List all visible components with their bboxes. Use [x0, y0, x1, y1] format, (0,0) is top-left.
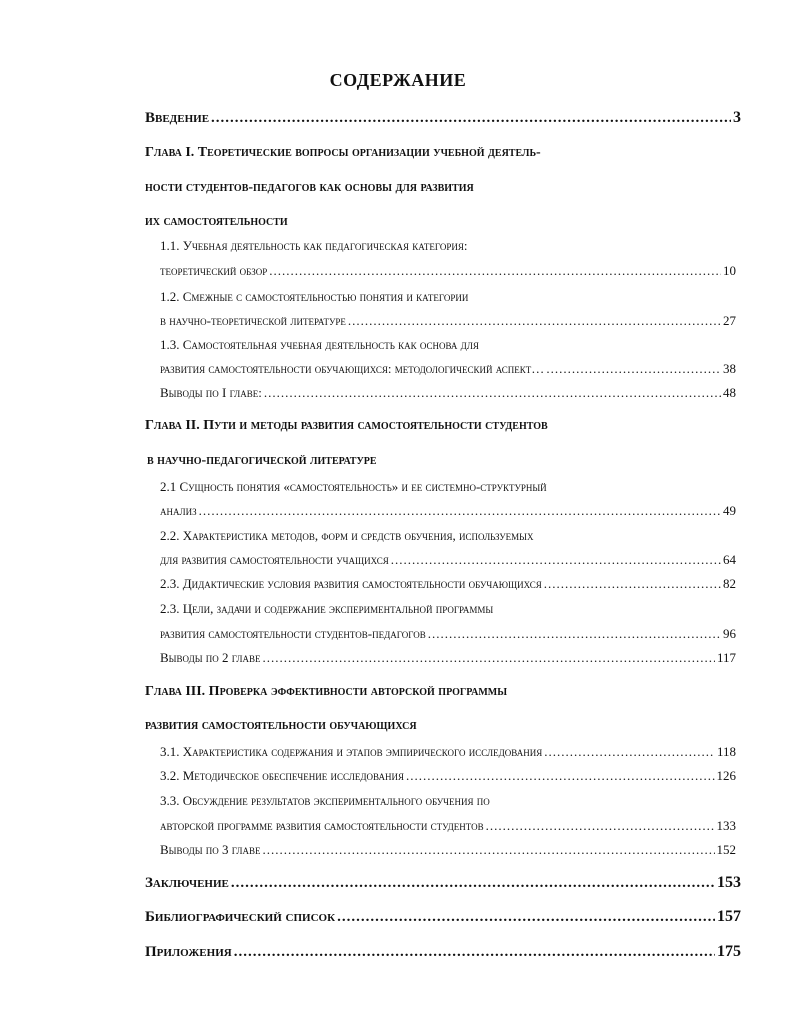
- chapter-2-heading-line2[interactable]: в научно-педагогической литературе: [147, 453, 377, 468]
- section-1-3-line1[interactable]: 1.3. Самостоятельная учебная деятельность как основа для: [160, 337, 479, 352]
- toc-leader-dots: [211, 110, 731, 127]
- toc-entry-label: 2.3. Дидактические условия развития самостоятельности обучающихся: [160, 576, 542, 591]
- toc-page-number: 27: [723, 313, 736, 328]
- toc-leader-dots: [262, 650, 715, 666]
- toc-entry-2-4[interactable]: [160, 626, 736, 642]
- toc-entry-1-1[interactable]: [160, 263, 736, 279]
- toc-entry-intro[interactable]: [145, 109, 741, 127]
- toc-entry-chapter-3-conclusions[interactable]: [160, 842, 736, 858]
- toc-entry-bibliography[interactable]: [145, 908, 741, 926]
- toc-entry-2-3[interactable]: [160, 576, 736, 592]
- toc-entry-label: теоретический обзор: [160, 263, 268, 278]
- chapter-1-heading-line2[interactable]: ности студентов-педагогов как основы для развития: [145, 180, 474, 195]
- toc-entry-chapter-1-conclusions[interactable]: [160, 385, 736, 401]
- page-title: СОДЕРЖАНИЕ: [329, 70, 467, 90]
- chapter-1-heading-line3[interactable]: их самостоятельности: [145, 214, 288, 229]
- toc-entry-label: анализ: [160, 503, 197, 518]
- toc-entry-label: развития самостоятельности студентов-педагогов: [160, 626, 426, 641]
- toc-page-number: 117: [716, 650, 736, 665]
- section-2-1-line1[interactable]: 2.1 Сущность понятия «самостоятельность» и ее системно-структурный: [160, 479, 547, 494]
- toc-page-number: 10: [723, 263, 736, 278]
- toc-leader-dots: [486, 818, 715, 834]
- toc-leader-dots: [234, 944, 715, 961]
- toc-leader-dots: [199, 503, 721, 519]
- chapter-1-heading-line1[interactable]: Глава I. Теоретические вопросы организации учебной деятель-: [145, 145, 541, 160]
- section-2-4-line1[interactable]: 2.3. Цели, задачи и содержание экспериментальной программы: [160, 601, 494, 616]
- toc-page-number: 96: [723, 626, 736, 641]
- toc-page-number: 48: [723, 385, 736, 400]
- toc-page-number: 126: [716, 768, 736, 783]
- toc-page-number: 153: [717, 874, 741, 891]
- toc-entry-label: авторской программе развития самостоятельности студентов: [160, 818, 484, 833]
- toc-leader-dots: [544, 744, 715, 760]
- toc-page-number: 64: [723, 552, 736, 567]
- toc-entry-label: Выводы по I главе:: [160, 385, 262, 400]
- toc-page-number: 38: [723, 361, 736, 376]
- toc-entry-label: Приложения: [145, 944, 232, 960]
- toc-entry-label: Выводы по 2 главе: [160, 650, 261, 665]
- toc-leader-dots: [269, 263, 721, 279]
- toc-leader-dots: [337, 909, 715, 926]
- toc-page-number: 82: [723, 576, 736, 591]
- toc-entry-2-2[interactable]: [160, 552, 736, 568]
- toc-entry-label: для развития самостоятельности учащихся: [160, 552, 389, 567]
- toc-page-number: 49: [723, 503, 736, 518]
- chapter-3-heading-line2[interactable]: развития самостоятельности обучающихся: [145, 718, 417, 733]
- toc-page-number: 157: [717, 908, 741, 925]
- chapter-2-heading-line1[interactable]: Глава II. Пути и методы развития самостоятельности студентов: [145, 418, 548, 433]
- section-1-2-line1[interactable]: 1.2. Смежные с самостоятельностью понятия и категории: [160, 289, 469, 304]
- section-3-3-line1[interactable]: 3.3. Обсуждение результатов экспериментального обучения по: [160, 793, 490, 808]
- toc-leader-dots: [231, 875, 715, 892]
- toc-entry-label: 3.2. Методическое обеспечение исследования: [160, 768, 404, 783]
- toc-leader-dots: [262, 842, 714, 858]
- chapter-3-heading-line1[interactable]: Глава III. Проверка эффективности авторской программы: [145, 684, 508, 699]
- toc-entry-3-2[interactable]: [160, 768, 736, 784]
- toc-entry-chapter-2-conclusions[interactable]: [160, 650, 736, 666]
- toc-leader-dots: [391, 552, 721, 568]
- toc-entry-1-3[interactable]: [160, 361, 736, 377]
- toc-page-number: 118: [716, 744, 736, 759]
- toc-entry-label: Выводы по 3 главе: [160, 842, 261, 857]
- toc-entry-3-1[interactable]: [160, 744, 736, 760]
- toc-leader-dots: [264, 385, 721, 401]
- toc-entry-conclusion[interactable]: [145, 874, 741, 892]
- toc-page-number: 3: [733, 109, 741, 126]
- toc-entry-appendices[interactable]: [145, 943, 741, 961]
- toc-entry-1-2[interactable]: [160, 313, 736, 329]
- toc-leader-dots: [546, 361, 721, 377]
- toc-entry-2-1[interactable]: [160, 503, 736, 519]
- section-1-1-line1[interactable]: 1.1. Учебная деятельность как педагогическая категория:: [160, 238, 468, 253]
- toc-leader-dots: [406, 768, 715, 784]
- toc-entry-label: Библиографический список: [145, 909, 336, 925]
- toc-entry-label: Введение: [145, 110, 210, 126]
- toc-leader-dots: [544, 576, 721, 592]
- toc-page-number: 152: [716, 842, 736, 857]
- toc-leader-dots: [428, 626, 721, 642]
- toc-leader-dots: [348, 313, 721, 329]
- toc-page-number: 133: [716, 818, 736, 833]
- toc-entry-label: Заключение: [145, 875, 229, 891]
- toc-entry-3-3[interactable]: [160, 818, 736, 834]
- toc-entry-label: в научно-теоретической литературе: [160, 313, 346, 328]
- toc-entry-label: развития самостоятельности обучающихся: методологический аспект…: [160, 361, 545, 376]
- toc-page-number: 175: [717, 943, 741, 960]
- toc-entry-label: 3.1. Характеристика содержания и этапов эмпирического исследования: [160, 744, 543, 759]
- section-2-2-line1[interactable]: 2.2. Характеристика методов, форм и средств обучения, используемых: [160, 528, 534, 543]
